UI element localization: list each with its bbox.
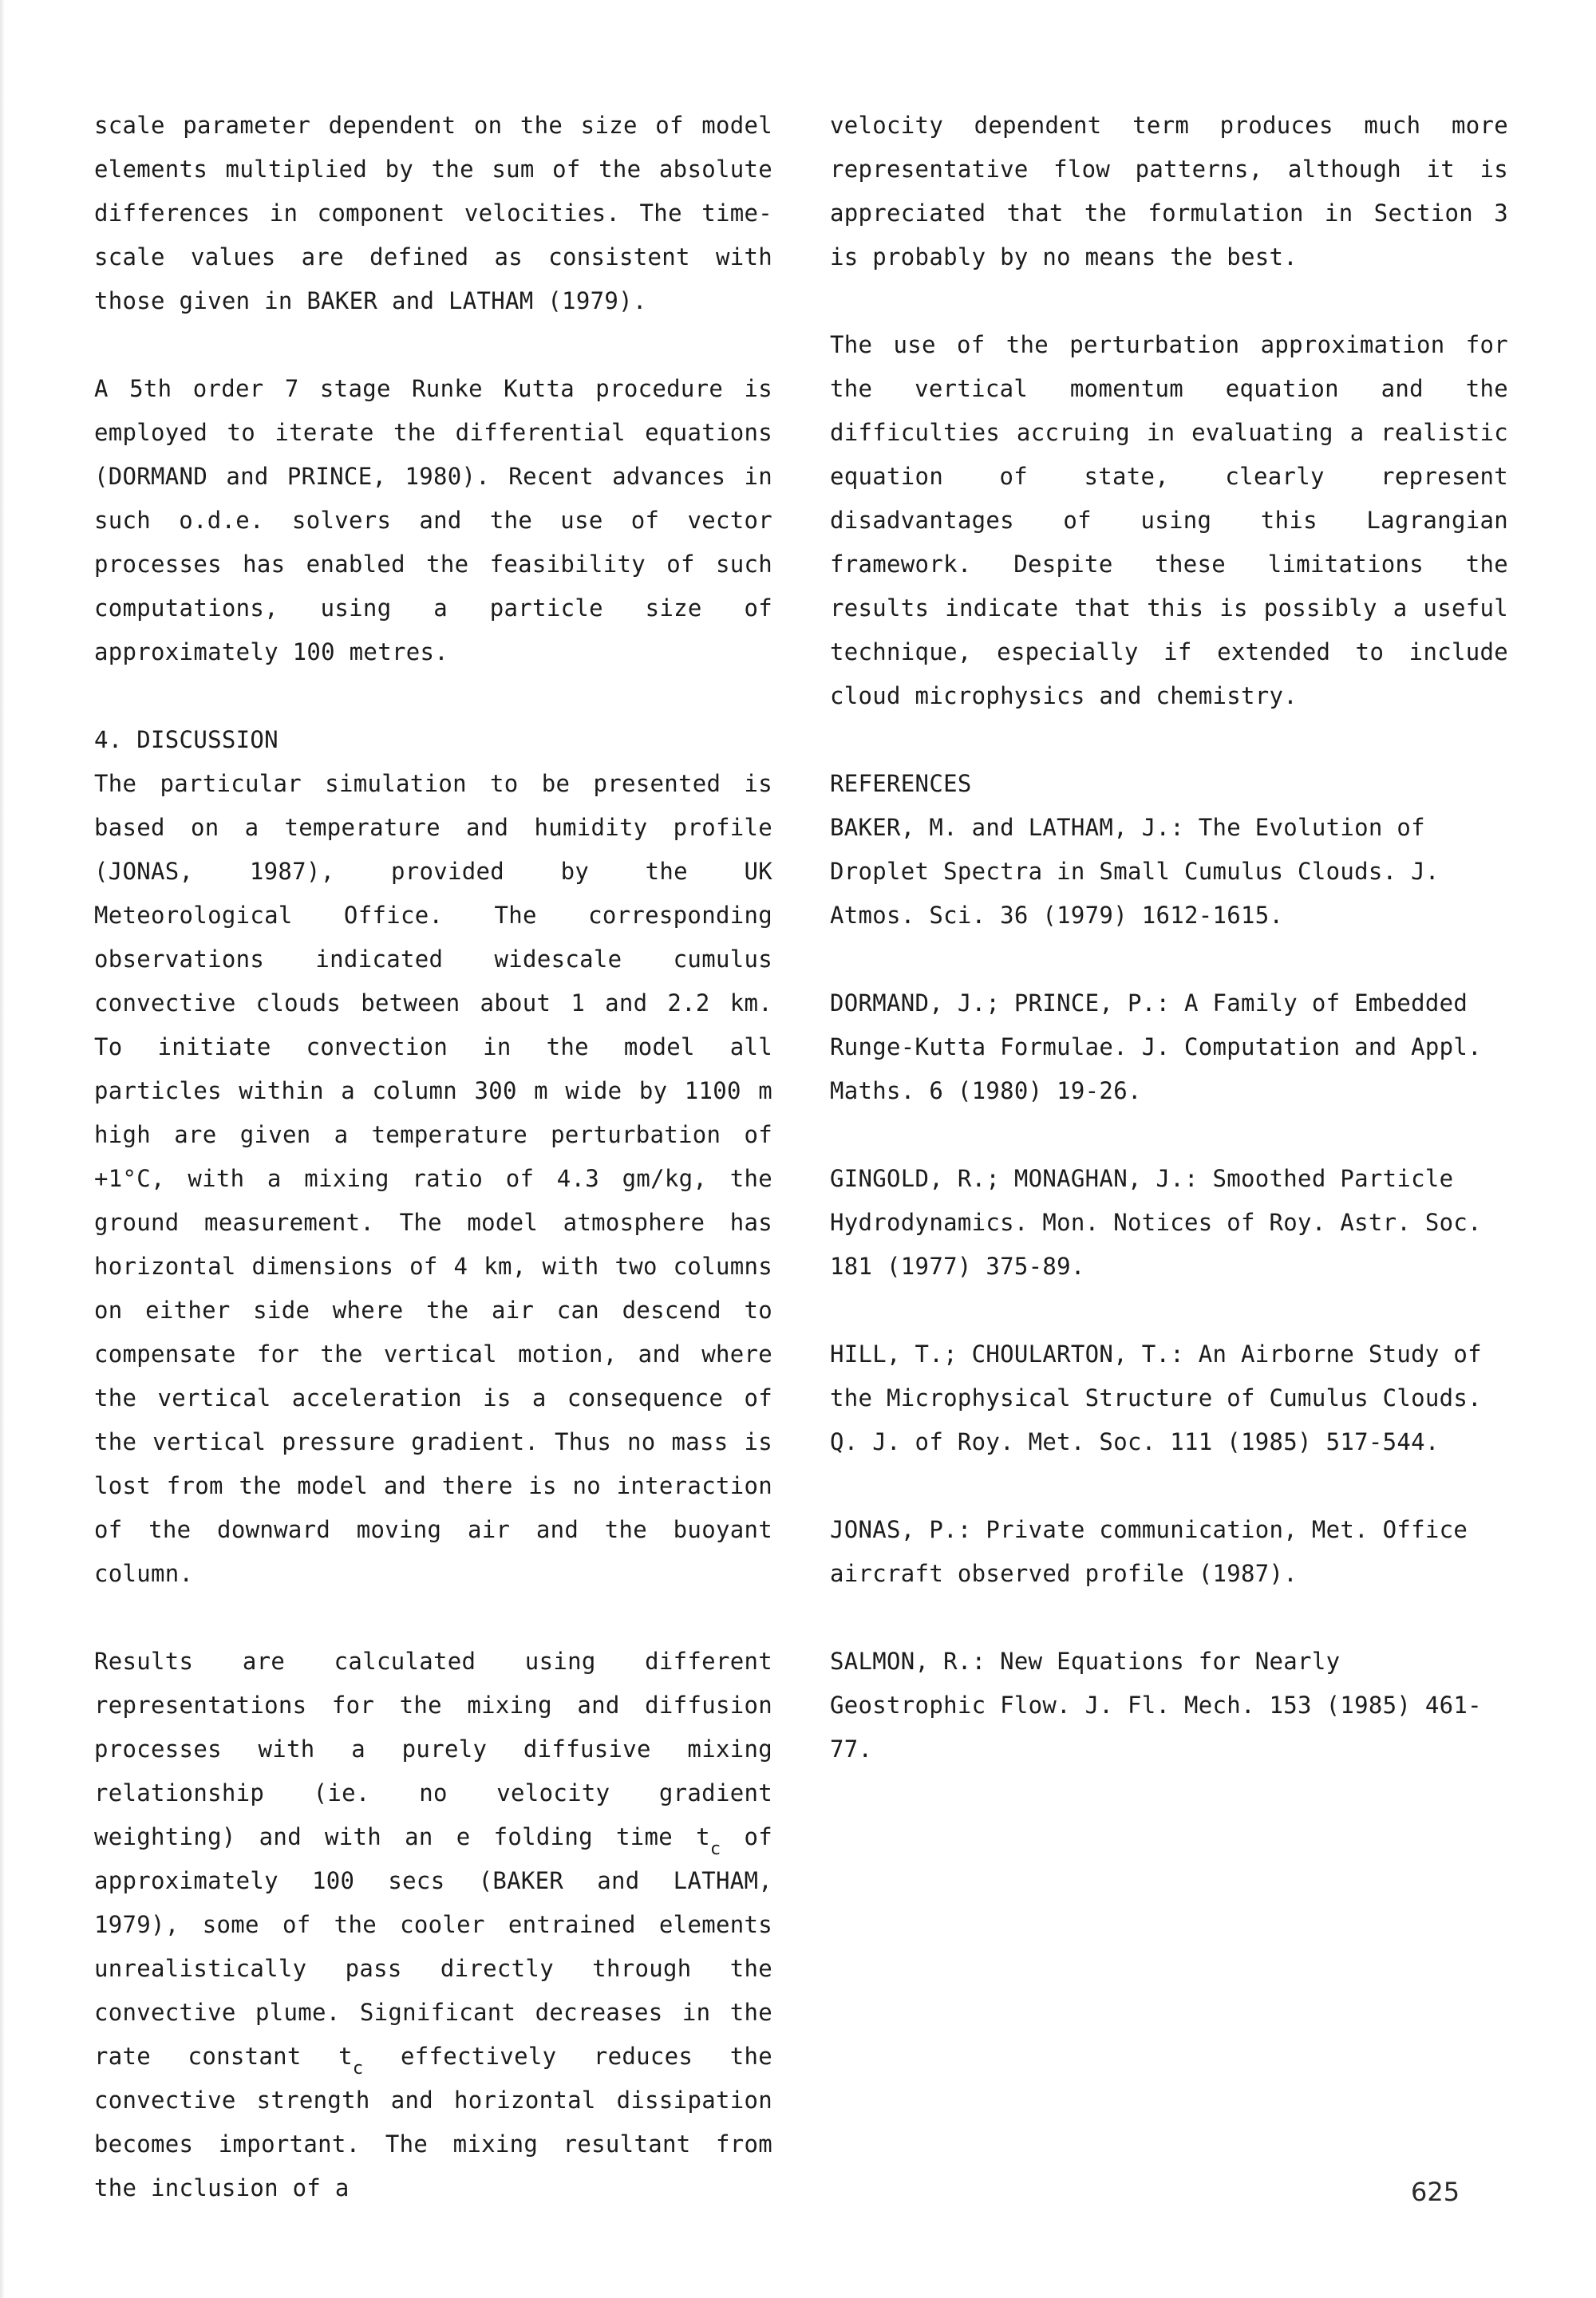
right-column <box>830 104 1508 1771</box>
paragraph <box>94 1640 772 2210</box>
reference-entry: BAKER, M. and LATHAM, J.: The Evolution of Droplet Spectra in Small Cumulus Clouds. J. Atmos. Sci. 36 (1979) 1612-1615. <box>830 814 1440 929</box>
reference-entry: SALMON, R.: New Equations for Nearly Geostrophic Flow. J. Fl. Mech. 153 (1985) 461-77. <box>830 1648 1482 1763</box>
section-heading: 4. DISCUSSION <box>94 726 279 753</box>
left-column <box>94 104 772 2210</box>
subscript: c <box>709 1839 721 1859</box>
reference-entry: HILL, T.; CHOULARTON, T.: An Airborne Study of the Microphysical Structure of Cumulus Clouds. Q. J. of Roy. Met. Soc. 111 (1985) 517-544. <box>830 1340 1482 1455</box>
text-run: Results are calculated using different representations for the mixing and diffusion processes with a purely diffusive mixing relationship (ie. no velocity gradient weighting) and with an e folding time t <box>94 1648 772 1850</box>
references-heading: REFERENCES <box>830 770 972 797</box>
text-run: of approximately 100 secs (BAKER and LATHAM, 1979), some of the cooler entrained elements unrealistically pass directly through the convective plume. Significant decreases in the rate constant t <box>94 1823 773 2070</box>
subscript: c <box>352 2059 364 2079</box>
paragraph: A 5th order 7 stage Runke Kutta procedure is employed to iterate the differential equations (DORMAND and PRINCE, 1980). Recent advances in such o.d.e. solvers and the use of vector processes has enabled the feasibility of such computations, using a particle size of approximately 100 metres. <box>94 375 772 665</box>
paragraph: velocity dependent term produces much more representative flow patterns, although it is appreciated that the formulation in Section 3 is probably by no means the best. <box>830 112 1508 270</box>
reference-entry: DORMAND, J.; PRINCE, P.: A Family of Embedded Runge-Kutta Formulae. J. Computation and Appl. Maths. 6 (1980) 19-26. <box>830 989 1482 1104</box>
reference-entry: JONAS, P.: Private communication, Met. Office aircraft observed profile (1987). <box>830 1516 1468 1587</box>
paragraph: The use of the perturbation approximation for the vertical momentum equation and the difficulties accruing in evaluating a realistic equation of state, clearly represent disadvantages of using this Lagrangian framework. Despite these limitations the results indicate that this is possibly a useful technique, especially if extended to include cloud microphysics and chemistry. <box>830 331 1508 709</box>
scan-edge <box>0 0 5 2298</box>
paragraph: The particular simulation to be presented is based on a temperature and humidity profile (JONAS, 1987), provided by the UK Meteorological Office. The corresponding observations indicated widescale cumulus convective clouds between about 1 and 2.2 km. To initiate convection in the model all particles within a column 300 m wide by 1100 m high are given a temperature perturbation of +1°C, with a mixing ratio of 4.3 gm/kg, the ground measurement. The model atmosphere has horizontal dimensions of 4 km, with two columns on either side where the air can descend to compensate for the vertical motion, and where the vertical acceleration is a consequence of the vertical pressure gradient. Thus no mass is lost from the model and there is no interaction of the downward moving air and the buoyant column. <box>94 770 772 1587</box>
reference-entry: GINGOLD, R.; MONAGHAN, J.: Smoothed Particle Hydrodynamics. Mon. Notices of Roy. Astr. Soc. 181 (1977) 375-89. <box>830 1165 1482 1280</box>
page-number: 625 <box>1411 2177 1460 2207</box>
paragraph: scale parameter dependent on the size of model elements multiplied by the sum of the absolute differences in component velocities. The time-scale values are defined as consistent with those given in BAKER and LATHAM (1979). <box>94 112 772 314</box>
text-run: effectively reduces the convective strength and horizontal dissipation becomes important. The mixing resultant from the inclusion of a <box>94 2043 772 2201</box>
